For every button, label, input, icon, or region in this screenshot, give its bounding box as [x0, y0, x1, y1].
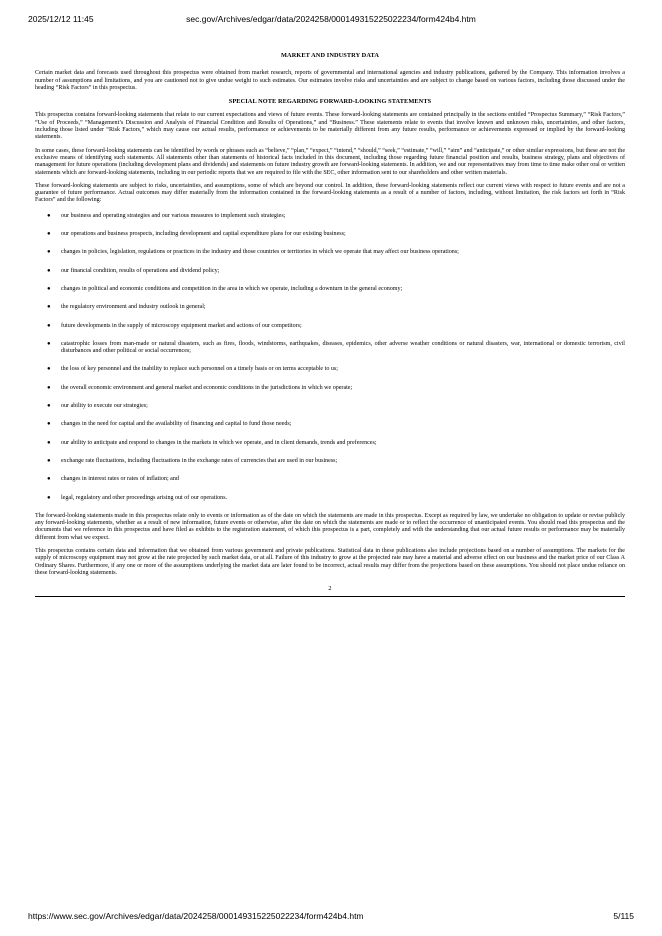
list-item — [35, 440, 625, 447]
list-item-text: the loss of key personnel and the inability to replace such personnel on a timely basis or on terms acceptable to us; — [61, 366, 338, 373]
list-item-text: changes in political and economic conditions and competition in the area in which we operate, including a downturn in the general economy; — [61, 285, 403, 292]
print-header — [0, 14, 662, 26]
print-datetime: 2025/12/12 11:45 — [28, 14, 94, 24]
page-divider — [35, 596, 625, 597]
forward-looking-paragraph-2: In some cases, these forward-looking statements can be identified by words or phrases such as “believe,” “plan,” “expect,” “intend,” “should,” “seek,” “estimate,” “will,” “aim” and “anticipate,” or other similar expressions, but these are not the exclusive means of identifying such statements. All statements other than statements of historical facts included in this document, including those regarding future financial position and results, business strategy, plans and objectives of management for future operations (including development plans and dividends) and statements on future industry growth are forward-looking statements. In addition, we and our representatives may from time to time make other oral or written statements which are forward-looking statements, including in our periodic reports that we are required to file with the SEC, other information sent to our shareholders and other written materials. — [35, 147, 625, 176]
risk-factor-list — [35, 213, 625, 502]
bullet-icon: ● — [47, 304, 51, 311]
document-body — [35, 52, 625, 597]
list-item — [35, 231, 625, 238]
list-item-text: legal, regulatory and other proceedings arising out of our operations. — [61, 494, 228, 501]
list-item — [35, 495, 625, 502]
bullet-icon: ● — [47, 249, 51, 256]
market-data-heading: MARKET AND INDUSTRY DATA — [281, 52, 379, 59]
forward-looking-paragraph-1: This prospectus contains forward-looking statements that relate to our current expectations and views of future events. These forward-looking statements are contained principally in the sections entitled “Prospectus Summary,” “Risk Factors,” “Use of Proceeds,” “Management’s Discussion and Analysis of Financial Condition and Results of Operations,” and “Business.” These statements relate to events that involve known and unknown risks, uncertainties, and other factors, including those listed under “Risk Factors,” which may cause our actual results, performance or achievements to be materially different from any future results, performance or achievements expressed or implied by the forward-looking statements. — [35, 112, 625, 141]
list-item-text: catastrophic losses from man-made or natural disasters, such as fires, floods, windstorms, earthquakes, diseases, epidemics, other adverse weather conditions or natural disasters, war, international or domestic terrorism, civil disturbances and other political or social occurrences; — [61, 340, 625, 355]
page-number: 2 — [328, 585, 332, 593]
list-item-text: exchange rate fluctuations, including fluctuations in the exchange rates of currencies that are used in our business; — [61, 457, 338, 464]
list-item — [35, 403, 625, 410]
print-header-url: sec.gov/Archives/edgar/data/2024258/000149315225022234/form424b4.htm — [186, 14, 476, 24]
forward-looking-paragraph-3: These forward-looking statements are subject to risks, uncertainties, and assumptions, some of which are beyond our control. In addition, these forward-looking statements reflect our current views with respect to future events and are not a guarantee of future performance. Actual outcomes may differ materially from the information contained in the forward-looking statements as a result of a number of factors, including, without limitation, the risk factors set forth in “Risk Factors” and the following: — [35, 182, 625, 204]
list-item-text: the regulatory environment and industry outlook in general; — [61, 304, 206, 311]
list-item-text: our ability to execute our strategies; — [61, 403, 148, 410]
list-item — [35, 421, 625, 428]
list-item-text: our financial condition, results of operations and dividend policy; — [61, 267, 220, 274]
bullet-icon: ● — [47, 439, 51, 446]
list-item — [35, 341, 625, 356]
bullet-icon: ● — [47, 476, 51, 483]
bullet-icon: ● — [47, 421, 51, 428]
list-item — [35, 458, 625, 465]
list-item-text: our ability to anticipate and respond to changes in the markets in which we operate, and in client demands, trends and preferences; — [61, 439, 377, 446]
list-item — [35, 304, 625, 311]
list-item — [35, 249, 625, 256]
list-item — [35, 268, 625, 275]
forward-looking-paragraph-5: This prospectus contains certain data and information that we obtained from various government and private publications. Statistical data in these publications also include projections based on a number of assumptions. The markets for the supply of microscopy equipment may not grow at the rate projected by such market data, or at all. Failure of this industry to grow at the projected rate may have a material and adverse effect on our business and the market price of our Class A Ordinary Shares. Furthermore, if any one or more of the assumptions underlying the market data are later found to be incorrect, actual results may differ from the projections based on these assumptions. You should not place undue reliance on these forward-looking statements. — [35, 547, 625, 576]
bullet-icon: ● — [47, 322, 51, 329]
list-item — [35, 323, 625, 330]
bullet-icon: ● — [47, 384, 51, 391]
list-item — [35, 385, 625, 392]
list-item-text: our business and operating strategies and our various measures to implement such strategies; — [61, 212, 286, 219]
forward-looking-paragraph-4: The forward-looking statements made in this prospectus relate only to events or information as of the date on which the statements are made in this prospectus. Except as required by law, we undertake no obligation to update or revise publicly any forward-looking statements, whether as a result of new information, future events or otherwise, after the date on which the statements are made or to reflect the occurrence of unanticipated events. You should read this prospectus and the documents that we reference in this prospectus and have filed as exhibits to the registration statement, of which this prospectus is a part, completely and with the understanding that our actual future results or performance may be materially different from what we expect. — [35, 512, 625, 541]
market-data-paragraph: Certain market data and forecasts used throughout this prospectus were obtained from market research, reports of governmental and international agencies and industry publications, gathered by the Company. This information involves a number of assumptions and limitations, and you are cautioned not to give undue weight to such estimates. Our estimates involve risks and uncertainties and are subject to change based on various factors, including those discussed under the heading “Risk Factors” in this prospectus. — [35, 70, 625, 91]
bullet-icon: ● — [47, 267, 51, 274]
list-item — [35, 366, 625, 373]
bullet-icon: ● — [47, 340, 51, 347]
list-item-text: changes in policies, legislation, regulations or practices in the industry and those countries or territories in which we operate that may affect our business operations; — [61, 249, 459, 256]
bullet-icon: ● — [47, 231, 51, 238]
bullet-icon: ● — [47, 494, 51, 501]
list-item — [35, 213, 625, 220]
print-page-count: 5/115 — [613, 911, 634, 921]
bullet-icon: ● — [47, 366, 51, 373]
forward-looking-heading: SPECIAL NOTE REGARDING FORWARD-LOOKING STATEMENTS — [228, 98, 432, 106]
list-item-text: future developments in the supply of microscopy equipment market and actions of our competitors; — [61, 322, 302, 329]
bullet-icon: ● — [47, 457, 51, 464]
bullet-icon: ● — [47, 285, 51, 292]
bullet-icon: ● — [47, 403, 51, 410]
list-item-text: the overall economic environment and general market and economic conditions in the jurisdictions in which we operate; — [61, 384, 353, 391]
list-item — [35, 476, 625, 483]
list-item-text: changes in interest rates or rates of inflation; and — [61, 476, 179, 483]
print-footer-url: https://www.sec.gov/Archives/edgar/data/2024258/000149315225022234/form424b4.htm — [28, 911, 364, 921]
bullet-icon: ● — [47, 212, 51, 219]
list-item-text: our operations and business prospects, including development and capital expenditure plans for our existing business; — [61, 231, 346, 238]
print-footer — [0, 911, 662, 923]
list-item-text: changes in the need for capital and the availability of financing and capital to fund those needs; — [61, 421, 292, 428]
list-item — [35, 286, 625, 293]
